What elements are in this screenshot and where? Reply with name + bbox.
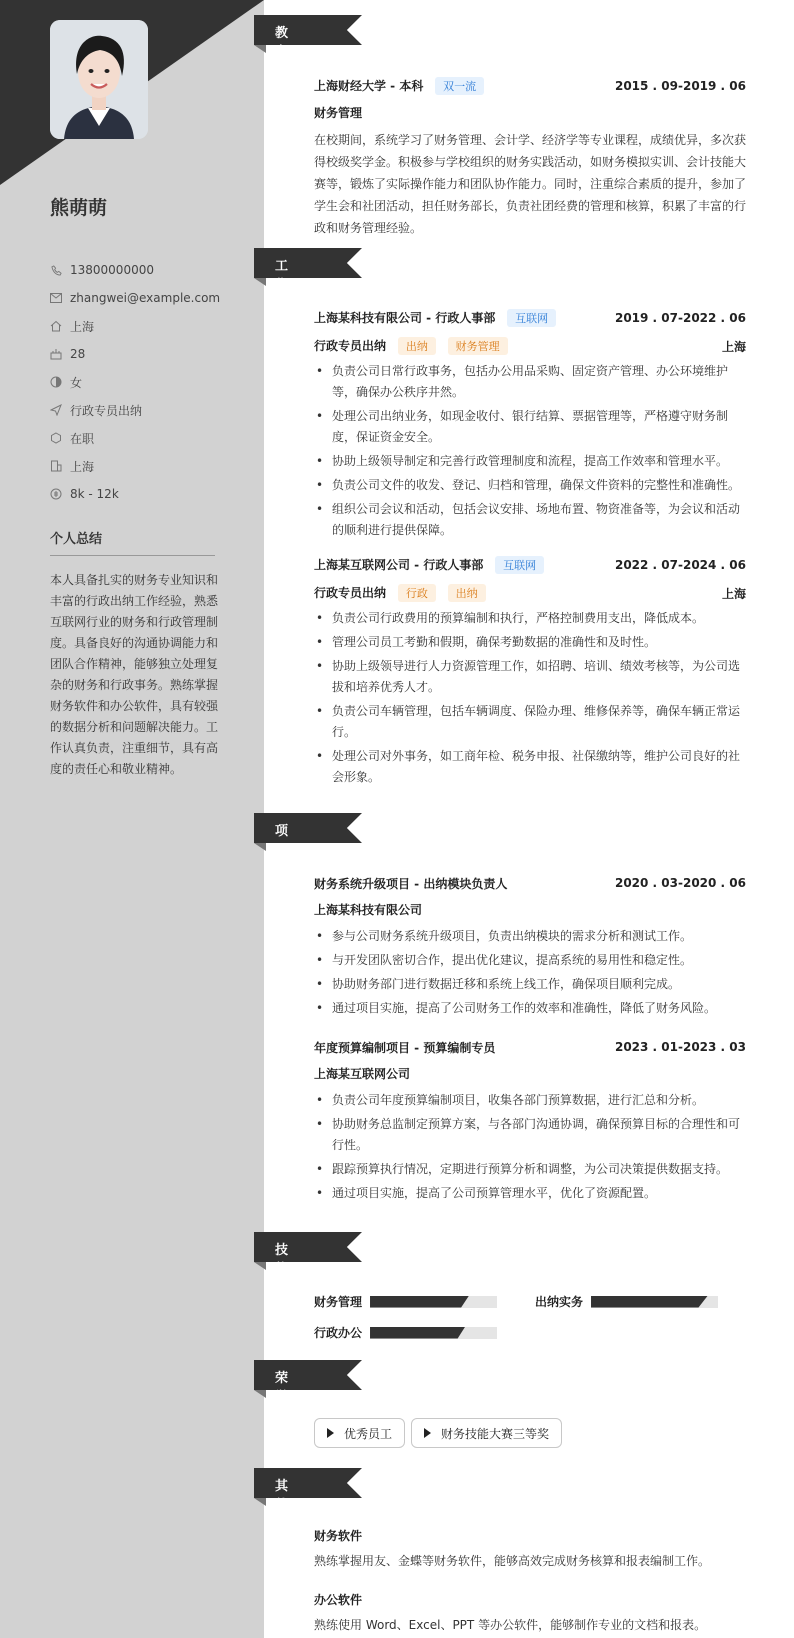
project-bullets bbox=[314, 1090, 746, 1204]
skill-bar bbox=[591, 1296, 718, 1308]
skill-item bbox=[314, 1324, 497, 1341]
role-tag: 出纳 bbox=[448, 584, 486, 602]
play-icon bbox=[424, 1428, 431, 1438]
school-name: 上海财经大学 - 本科 bbox=[314, 79, 424, 93]
info-work-city bbox=[50, 452, 220, 480]
other-entry bbox=[314, 1527, 746, 1572]
mail-icon bbox=[50, 292, 62, 304]
work-entry bbox=[314, 555, 746, 791]
skill-name: 出纳实务 bbox=[535, 1295, 584, 1309]
building-icon bbox=[50, 460, 62, 472]
list-item: • 负责公司年度预算编制项目，收集各部门预算数据，进行汇总和分析。 bbox=[314, 1090, 746, 1111]
work-city: 上海 bbox=[721, 586, 746, 601]
play-icon bbox=[327, 1428, 334, 1438]
role-tag: 行政 bbox=[398, 584, 436, 602]
list-item: • 协助上级领导进行人力资源管理工作，如招聘、培训、绩效考核等，为公司选拔和培养优秀人才。 bbox=[314, 656, 746, 698]
education-desc: 在校期间，系统学习了财务管理、会计学、经济学等专业课程，成绩优异，多次获得校级奖学金。积极参与学校组织的财务实践活动，如财务模拟实训、会计技能大赛等，锻炼了实际操作能力和团队协作能力。同时，注重综合素质的提升，参加了学生会和社团活动，担任财务部长，负责社团经费的管理和核算，积累了丰富的行政和财务管理经验。 bbox=[314, 133, 747, 235]
list-item: • 处理公司出纳业务，如现金收付、银行结算、票据管理等，严格遵守财务制度，保证资金安全。 bbox=[314, 406, 746, 448]
info-text: 上海 bbox=[70, 319, 95, 334]
info-text: 13800000000 bbox=[70, 263, 154, 277]
project-date: 2020 . 03-2020 . 06 bbox=[614, 876, 746, 890]
info-position bbox=[50, 396, 220, 424]
list-item: • 负责公司日常行政事务，包括办公用品采购、固定资产管理、办公环境维护等，确保办公秩序井然。 bbox=[314, 361, 746, 403]
honor-text: 优秀员工 bbox=[344, 1426, 393, 1441]
section-title: 技能专长 bbox=[275, 1243, 289, 1315]
gender-icon bbox=[50, 376, 62, 388]
summary-title: 个人总结 bbox=[50, 528, 215, 556]
industry-tag: 互联网 bbox=[495, 556, 544, 574]
list-item: • 协助财务部门进行数据迁移和系统上线工作，确保项目顺利完成。 bbox=[314, 974, 746, 995]
age-icon bbox=[50, 348, 62, 360]
industry-tag: 互联网 bbox=[507, 309, 556, 327]
other-title: 财务软件 bbox=[314, 1529, 363, 1543]
info-text: zhangwei@example.com bbox=[70, 291, 221, 305]
info-text: 上海 bbox=[70, 459, 95, 474]
list-item: • 协助财务总监制定预算方案，与各部门沟通协调，确保预算目标的合理性和可行性。 bbox=[314, 1114, 746, 1156]
role: 行政专员出纳 bbox=[314, 339, 387, 353]
summary-text: 本人具备扎实的财务专业知识和丰富的行政出纳工作经验，熟悉互联网行业的财务和行政管理制度。具备良好的沟通协调能力和团队合作精神，能够独立处理复杂的财务和行政事务。熟练掌握财务软件和办公软件，具有较强的数据分析和问题解决能力。工作认真负责，注重细节，具有高度的责任心和敬业精神。 bbox=[50, 573, 219, 776]
home-icon bbox=[50, 320, 62, 332]
send-icon bbox=[50, 404, 62, 416]
project-date: 2023 . 01-2023 . 03 bbox=[614, 1040, 746, 1054]
info-text: 28 bbox=[70, 347, 86, 361]
section-title: 其他信息 bbox=[275, 1479, 289, 1551]
project-title: 财务系统升级项目 - 出纳模块负责人 bbox=[314, 876, 508, 891]
school-tag: 双一流 bbox=[435, 77, 484, 95]
work-date: 2022 . 07-2024 . 06 bbox=[614, 558, 746, 572]
list-item: • 通过项目实施，提高了公司预算管理水平，优化了资源配置。 bbox=[314, 1183, 746, 1204]
list-item: • 负责公司文件的收发、登记、归档和管理，确保文件资料的完整性和准确性。 bbox=[314, 475, 746, 496]
list-item: • 与开发团队密切合作，提出优化建议，提高系统的易用性和稳定性。 bbox=[314, 950, 746, 971]
info-text: 在职 bbox=[70, 431, 95, 446]
list-item: • 组织公司会议和活动，包括会议安排、场地布置、物资准备等，为会议和活动的顺利进行提供保障。 bbox=[314, 499, 746, 541]
info-text: 行政专员出纳 bbox=[70, 403, 143, 418]
other-title: 办公软件 bbox=[314, 1593, 363, 1607]
list-item: • 跟踪预算执行情况，定期进行预算分析和调整，为公司决策提供数据支持。 bbox=[314, 1159, 746, 1180]
other-entry bbox=[314, 1591, 746, 1636]
sidebar bbox=[0, 0, 264, 1638]
company-name: 上海某互联网公司 - 行政人事部 bbox=[314, 558, 484, 572]
project-entry bbox=[314, 873, 746, 1022]
honor-badge bbox=[314, 1418, 405, 1448]
education-entry bbox=[314, 76, 746, 239]
list-item: • 通过项目实施，提高了公司财务工作的效率和准确性，降低了财务风险。 bbox=[314, 998, 746, 1019]
list-item: • 协助上级领导制定和完善行政管理制度和流程，提高工作效率和管理水平。 bbox=[314, 451, 746, 472]
list-item: • 负责公司行政费用的预算编制和执行，严格控制费用支出，降低成本。 bbox=[314, 608, 746, 629]
company-name: 上海某科技有限公司 - 行政人事部 bbox=[314, 311, 496, 325]
work-city: 上海 bbox=[721, 339, 746, 354]
work-bullets bbox=[314, 608, 746, 788]
candidate-name: 熊萌萌 bbox=[50, 197, 108, 219]
section-title: 项目经历 bbox=[275, 824, 289, 896]
project-company: 上海某互联网公司 bbox=[314, 1067, 411, 1081]
role: 行政专员出纳 bbox=[314, 586, 387, 600]
role-tag: 财务管理 bbox=[448, 337, 508, 355]
info-phone bbox=[50, 256, 220, 284]
section-title: 教育经历 bbox=[275, 26, 289, 98]
list-item: • 处理公司对外事务，如工商年检、税务申报、社保缴纳等，维护公司良好的社会形象。 bbox=[314, 746, 746, 788]
role-tag: 出纳 bbox=[398, 337, 436, 355]
project-entry bbox=[314, 1037, 746, 1207]
list-item: • 负责公司车辆管理，包括车辆调度、保险办理、维修保养等，确保车辆正常运行。 bbox=[314, 701, 746, 743]
info-city bbox=[50, 312, 220, 340]
info-status bbox=[50, 424, 220, 452]
salary-icon bbox=[50, 488, 62, 500]
major: 财务管理 bbox=[314, 106, 363, 120]
skill-item bbox=[535, 1293, 718, 1310]
skill-name: 财务管理 bbox=[314, 1295, 363, 1309]
status-icon bbox=[50, 432, 62, 444]
work-bullets bbox=[314, 361, 746, 541]
project-company: 上海某科技有限公司 bbox=[314, 903, 423, 917]
list-item: • 参与公司财务系统升级项目，负责出纳模块的需求分析和测试工作。 bbox=[314, 926, 746, 947]
info-age bbox=[50, 340, 220, 368]
info-email bbox=[50, 284, 220, 312]
info-text: 8k - 12k bbox=[70, 487, 119, 501]
work-date: 2019 . 07-2022 . 06 bbox=[614, 311, 746, 325]
info-salary bbox=[50, 480, 220, 508]
section-title: 荣誉奖项 bbox=[275, 1371, 289, 1443]
skill-bar bbox=[370, 1327, 497, 1339]
project-title: 年度预算编制项目 - 预算编制专员 bbox=[314, 1040, 496, 1055]
info-text: 女 bbox=[70, 375, 83, 390]
section-title: 工作经历 bbox=[275, 259, 289, 331]
honor-badge bbox=[411, 1418, 562, 1448]
skill-bar bbox=[370, 1296, 497, 1308]
list-item: • 管理公司员工考勤和假期，确保考勤数据的准确性和及时性。 bbox=[314, 632, 746, 653]
info-gender bbox=[50, 368, 220, 396]
skill-item bbox=[314, 1293, 497, 1310]
education-date: 2015 . 09-2019 . 06 bbox=[614, 79, 746, 93]
work-entry bbox=[314, 308, 746, 544]
contact-info bbox=[50, 256, 220, 508]
skill-name: 行政办公 bbox=[314, 1326, 363, 1340]
phone-icon bbox=[50, 264, 62, 276]
project-bullets bbox=[314, 926, 746, 1019]
honor-text: 财务技能大赛三等奖 bbox=[441, 1426, 550, 1441]
other-text: 熟练使用 Word、Excel、PPT 等办公软件，能够制作专业的文档和报表。 bbox=[314, 1618, 707, 1632]
other-text: 熟练掌握用友、金蝶等财务软件，能够高效完成财务核算和报表编制工作。 bbox=[314, 1554, 711, 1568]
avatar bbox=[50, 20, 148, 139]
